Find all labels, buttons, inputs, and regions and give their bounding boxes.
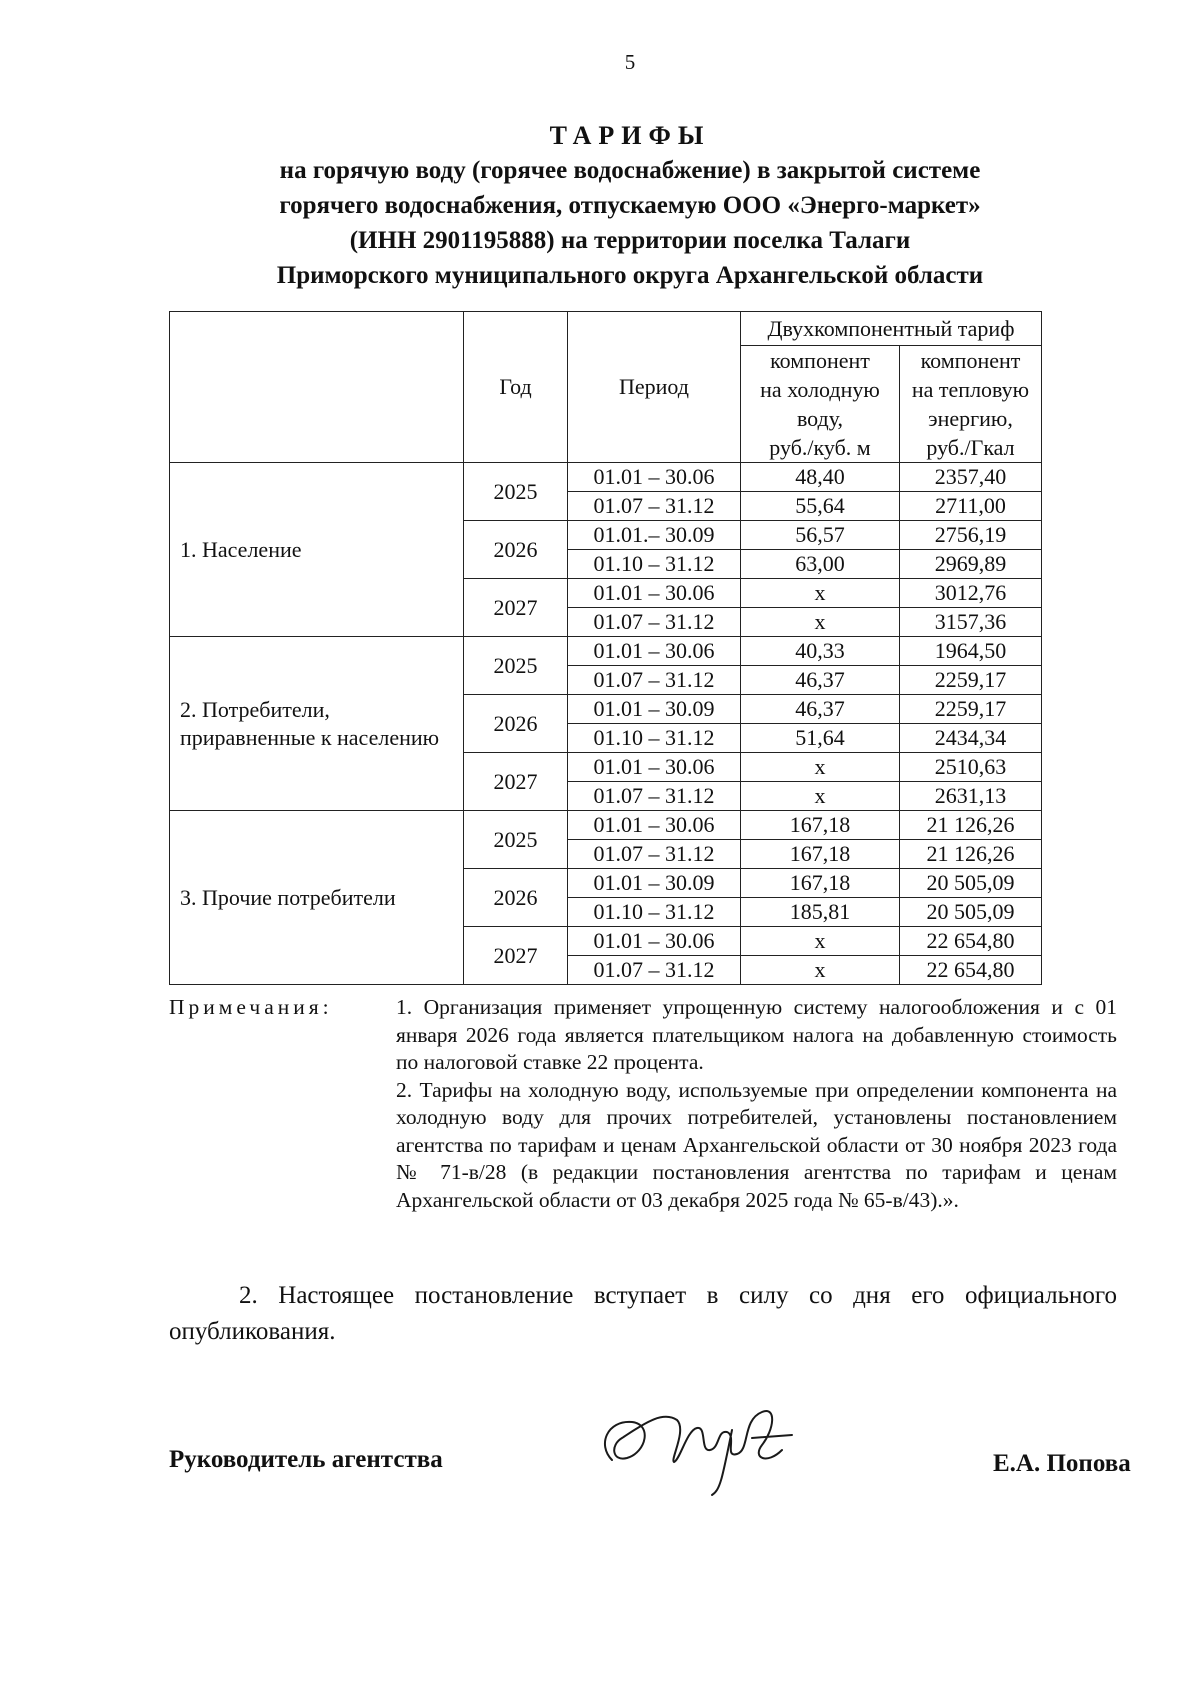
header-heat-line: на тепловую <box>911 377 1030 402</box>
table-row <box>170 463 1042 492</box>
header-group-cell <box>170 312 464 463</box>
effective-clause: 2. Настоящее постановление вступает в силу со дня его официального опубликования. <box>169 1282 1117 1345</box>
heat-cell: 20 505,09 <box>900 869 1042 898</box>
title-line: горячего водоснабжения, отпускаемую ООО «Энерго-маркет» <box>279 192 981 219</box>
cold-water-cell: 185,81 <box>741 898 900 927</box>
period-cell: 01.01 – 30.06 <box>568 753 741 782</box>
page-number: 5 <box>624 50 636 74</box>
period-cell: 01.07 – 31.12 <box>568 840 741 869</box>
group-name-cell <box>170 637 464 811</box>
heat-cell: 22 654,80 <box>900 927 1042 956</box>
year-cell: 2025 <box>464 637 568 695</box>
period-cell: 01.07 – 31.12 <box>568 608 741 637</box>
cold-water-cell: x <box>741 608 900 637</box>
cold-water-cell: 167,18 <box>741 869 900 898</box>
table-row <box>170 637 1042 666</box>
handwritten-signature <box>592 1390 802 1500</box>
heat-cell: 1964,50 <box>900 637 1042 666</box>
period-cell: 01.01 – 30.09 <box>568 869 741 898</box>
heat-cell: 20 505,09 <box>900 898 1042 927</box>
header-two-component: Двухкомпонентный тариф <box>741 312 1042 346</box>
header-period: Период <box>568 312 741 463</box>
header-heat <box>900 346 1042 463</box>
year-cell: 2027 <box>464 753 568 811</box>
year-cell: 2026 <box>464 869 568 927</box>
period-cell: 01.01 – 30.09 <box>568 695 741 724</box>
period-cell: 01.01 – 30.06 <box>568 463 741 492</box>
period-cell: 01.01 – 30.06 <box>568 811 741 840</box>
heat-cell: 22 654,80 <box>900 956 1042 985</box>
notes-label: Примечания: <box>169 995 333 1019</box>
heat-cell: 21 126,26 <box>900 840 1042 869</box>
cold-water-cell: 63,00 <box>741 550 900 579</box>
cold-water-cell: x <box>741 753 900 782</box>
period-cell: 01.07 – 31.12 <box>568 666 741 695</box>
header-cold-water <box>741 346 900 463</box>
period-cell: 01.01 – 30.06 <box>568 927 741 956</box>
note-item: 2. Тарифы на холодную воду, используемые при определении компонента на холодную воду для прочих потребителей, установлены постановлением агентства по тарифам и ценам Архангельской области от 30 ноября 2023 года № 71-в/28 (в редакции постановления агентства по тарифам и ценам Архангельской области от 03 декабря 2025 года № 65-в/43).». <box>396 1077 1117 1212</box>
heat-cell: 21 126,26 <box>900 811 1042 840</box>
signatory-name: Е.А. Попова <box>993 1450 1131 1477</box>
period-cell: 01.10 – 31.12 <box>568 550 741 579</box>
group-name-cell <box>170 811 464 985</box>
cold-water-cell: x <box>741 927 900 956</box>
year-cell: 2025 <box>464 463 568 521</box>
period-cell: 01.01.– 30.09 <box>568 521 741 550</box>
notes <box>169 994 1117 1214</box>
heat-cell: 3157,36 <box>900 608 1042 637</box>
cold-water-cell: 56,57 <box>741 521 900 550</box>
note-item: 1. Организация применяет упрощенную систему налогообложения и с 01 января 2026 года является плательщиком налога на добавленную стоимость по налоговой ставке 22 процента. <box>396 995 1117 1074</box>
cold-water-cell: 55,64 <box>741 492 900 521</box>
heat-cell: 2711,00 <box>900 492 1042 521</box>
year-cell: 2027 <box>464 927 568 985</box>
header-year: Год <box>464 312 568 463</box>
period-cell: 01.07 – 31.12 <box>568 956 741 985</box>
header-heat-line: компонент <box>920 348 1021 373</box>
cold-water-cell: 167,18 <box>741 811 900 840</box>
heat-cell: 2259,17 <box>900 695 1042 724</box>
title-main: ТАРИФЫ <box>549 121 711 150</box>
header-cold-line: воду, <box>796 406 844 431</box>
header-heat-line: энергию, <box>928 406 1013 431</box>
year-cell: 2026 <box>464 695 568 753</box>
header-cold-line: компонент <box>770 348 870 373</box>
title-line: на горячую воду (горячее водоснабжение) в закрытой системе <box>279 157 981 184</box>
period-cell: 01.10 – 31.12 <box>568 898 741 927</box>
header-cold-line: руб./куб. м <box>769 435 871 460</box>
group-name-line: 3. Прочие потребители <box>180 884 396 910</box>
heat-cell: 2756,19 <box>900 521 1042 550</box>
year-cell: 2026 <box>464 521 568 579</box>
year-cell: 2025 <box>464 811 568 869</box>
period-cell: 01.01 – 30.06 <box>568 637 741 666</box>
cold-water-cell: 46,37 <box>741 666 900 695</box>
table-row <box>170 811 1042 840</box>
tariff-table <box>169 311 1042 985</box>
period-cell: 01.07 – 31.12 <box>568 782 741 811</box>
period-cell: 01.07 – 31.12 <box>568 492 741 521</box>
heat-cell: 2259,17 <box>900 666 1042 695</box>
group-name-cell <box>170 463 464 637</box>
year-cell: 2027 <box>464 579 568 637</box>
group-name-line: 1. Население <box>180 536 302 562</box>
heat-cell: 2969,89 <box>900 550 1042 579</box>
heat-cell: 2631,13 <box>900 782 1042 811</box>
heat-cell: 3012,76 <box>900 579 1042 608</box>
heat-cell: 2510,63 <box>900 753 1042 782</box>
cold-water-cell: x <box>741 782 900 811</box>
cold-water-cell: 167,18 <box>741 840 900 869</box>
cold-water-cell: x <box>741 579 900 608</box>
heat-cell: 2434,34 <box>900 724 1042 753</box>
header-heat-line: руб./Гкал <box>926 435 1015 460</box>
cold-water-cell: x <box>741 956 900 985</box>
group-name-line: 2. Потребители, <box>180 696 330 722</box>
title-line: Приморского муниципального округа Архангельской области <box>276 262 984 289</box>
period-cell: 01.01 – 30.06 <box>568 579 741 608</box>
period-cell: 01.10 – 31.12 <box>568 724 741 753</box>
signatory-position: Руководитель агентства <box>169 1446 443 1473</box>
cold-water-cell: 51,64 <box>741 724 900 753</box>
heat-cell: 2357,40 <box>900 463 1042 492</box>
cold-water-cell: 40,33 <box>741 637 900 666</box>
notes-body <box>396 994 1117 1214</box>
cold-water-cell: 48,40 <box>741 463 900 492</box>
cold-water-cell: 46,37 <box>741 695 900 724</box>
document-title <box>170 118 1090 293</box>
header-cold-line: на холодную <box>760 377 880 402</box>
title-line: (ИНН 2901195888) на территории поселка Талаги <box>349 227 911 254</box>
group-name-line: приравненные к населению <box>180 724 440 750</box>
